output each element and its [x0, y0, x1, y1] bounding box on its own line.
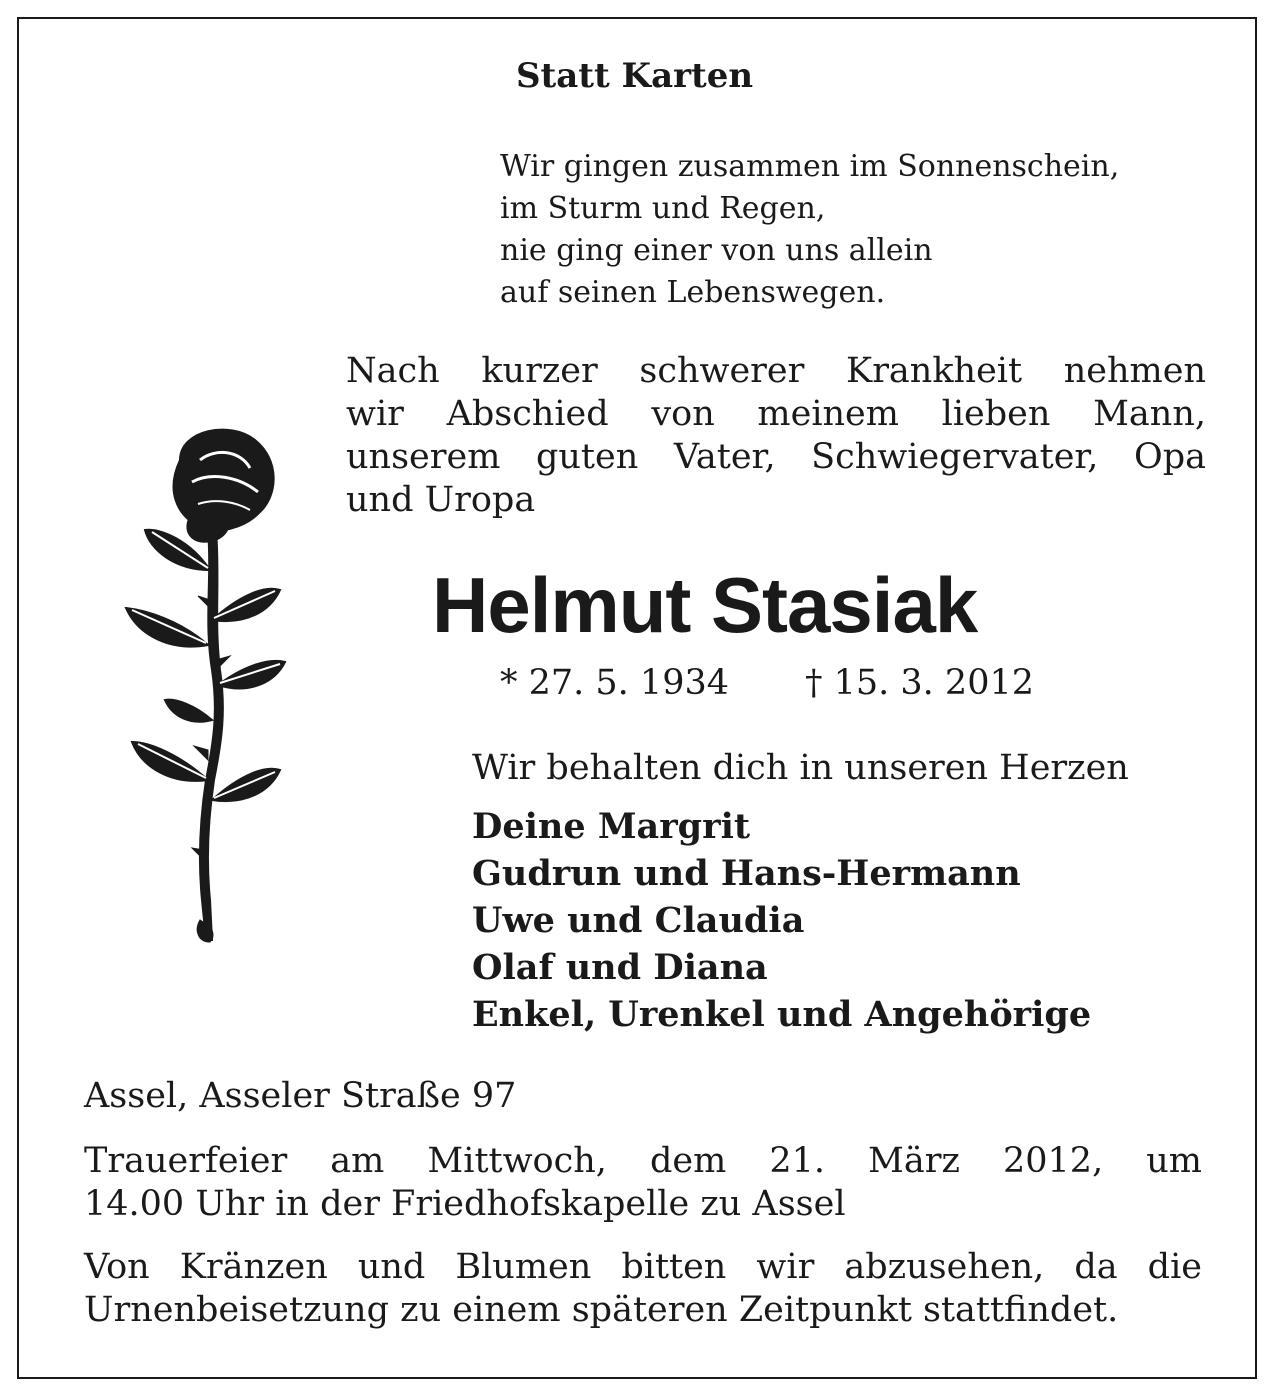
- intro-line: wir Abschied von meinem lieben Mann,: [346, 394, 1206, 434]
- family-line: Uwe und Claudia: [472, 900, 805, 941]
- intro-line: und Uropa: [346, 480, 536, 520]
- ceremony-info: [84, 1140, 1202, 1226]
- heading: Statt Karten: [516, 56, 754, 96]
- intro-text: [346, 350, 1206, 522]
- flowers-note: [84, 1246, 1202, 1332]
- intro-line: unserem guten Vater, Schwiegervater, Opa: [346, 437, 1206, 477]
- poem-line: nie ging einer von uns allein: [500, 233, 933, 268]
- family-line: Deine Margrit: [472, 806, 751, 847]
- poem: [500, 146, 1119, 314]
- flowers-line: Von Kränzen und Blumen bitten wir abzusehen, da die: [84, 1247, 1202, 1287]
- rose-icon: [120, 420, 290, 945]
- ceremony-line: Trauerfeier am Mittwoch, dem 21. März 2012, um: [84, 1141, 1202, 1181]
- ceremony-line: 14.00 Uhr in der Friedhofskapelle zu Assel: [84, 1184, 846, 1224]
- address: Assel, Asseler Straße 97: [84, 1076, 517, 1116]
- poem-line: im Sturm und Regen,: [500, 191, 826, 226]
- family-line: Gudrun und Hans-Hermann: [472, 853, 1021, 894]
- poem-line: Wir gingen zusammen im Sonnenschein,: [500, 149, 1120, 184]
- motto: Wir behalten dich in unseren Herzen: [472, 748, 1129, 788]
- birth-date: * 27. 5. 1934: [500, 663, 730, 703]
- family-signatures: [472, 803, 1091, 1038]
- flowers-line: Urnenbeisetzung zu einem späteren Zeitpunkt stattfindet.: [84, 1290, 1119, 1330]
- death-date: † 15. 3. 2012: [805, 663, 1035, 703]
- family-line: Enkel, Urenkel und Angehörige: [472, 994, 1092, 1035]
- deceased-name: Helmut Stasiak: [432, 561, 978, 649]
- intro-line: Nach kurzer schwerer Krankheit nehmen: [346, 351, 1206, 391]
- poem-line: auf seinen Lebenswegen.: [500, 275, 886, 310]
- family-line: Olaf und Diana: [472, 947, 768, 988]
